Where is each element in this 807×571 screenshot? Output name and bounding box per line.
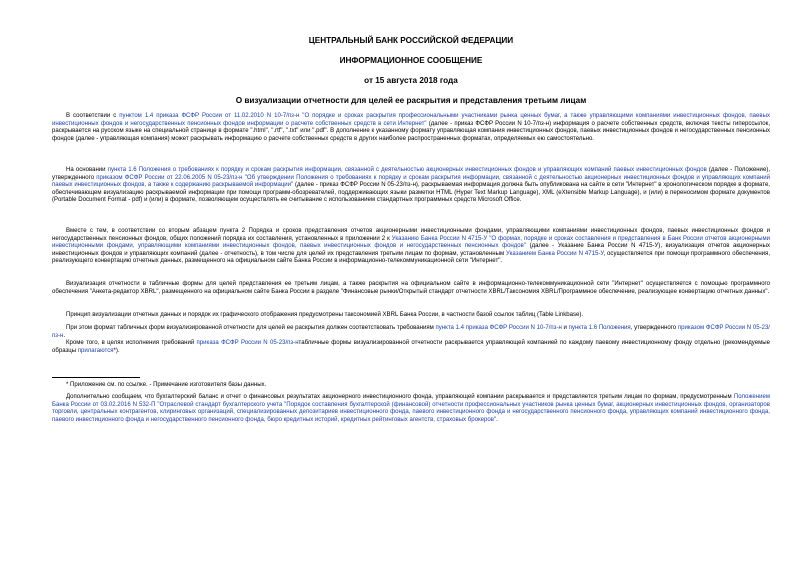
paragraph-text: (далее - Указание Банка России N 4715-У), визуализация отчетов акционерных инвестиционных фондов и управляющих компаний (далее - отчетность), в том числе для целей их представления третьим лицам по формам, установленным xyxy=(52,243,770,257)
paragraph-text: Принцип визуализации отчетных данных и порядок их графического отображения предусмотрены таксономией XBRL Банка России, в частности базой ссылок таблиц (Table Linkbase). xyxy=(66,312,584,318)
paragraph-text: табличные формы визуализированной отчетности раскрывается управляющей компанией по каждому паевому инвестиционному фонду отдельно (рекомендуемые образцы xyxy=(52,340,770,354)
document-link[interactable]: пунктом 1.4 приказа ФСФР России от 11.02.2010 N 10-7/пз-н "О порядке и сроках раскрытия профессиональными участниками рынка ценных бумаг, а также управляющими компаниями инвестиционных фондов, паевых инвестиционных фондов и негосударственных пенсионных фондов информации о расчете собственных средств в сети Интернет" xyxy=(52,113,770,127)
paragraph-text: , утвержденного xyxy=(630,325,678,331)
paragraph-text: (далее - Положение), утвержденного xyxy=(52,167,770,181)
paragraph-text: Дополнительно сообщаем, что бухгалтерский баланс и отчет о финансовых результатах акционерного инвестиционного фонда, управляющей компании раскрывается и представляется третьим лицам по формам, предусмотренным xyxy=(66,394,734,400)
footnote-divider xyxy=(52,377,140,378)
doc-date: от 15 августа 2018 года xyxy=(364,76,458,85)
paragraph-text: (далее - приказ ФСФР России N 10-7/пз-н) информация о расчете собственных средств, включая тексты гиперссылок, раскрывается на русском языке на специальной странице в формате ".html", ".rtf", ".txt" или ".pdf". В дополнение к указанному формату управляющая компания инвестиционных фондов, паевых инвестиционных фондов и негосударственных пенсионных фондов (далее - управляющая компания) может раскрывать информацию о расчете собственных средств в других наиболее распространенных форматах, определяемых ею самостоятельно. xyxy=(52,120,770,142)
paragraph xyxy=(52,281,770,296)
paragraph xyxy=(52,113,770,143)
document-link[interactable]: приказом ФСФР России от 22.06.2005 N 05-23/пз-н "Об утверждении Положения о требованиях к порядку и срокам раскрытия информации, связанной с деятельностью акционерных инвестиционных фондов и управляющих компаний паевых инвестиционных фондов, а также к содержанию раскрываемой информации" xyxy=(52,174,770,189)
document-link[interactable]: приказа ФСФР России N 05-23/пз-н xyxy=(196,340,299,346)
paragraph-text: . xyxy=(63,332,66,339)
document-link[interactable]: Указанию Банка России N 4715-У "О формах, порядке и сроках составления и представления в Банк России отчетов акционерными инвестиционными фондами, управляющими компаниями инвестиционных фондов, паевых инвестиционных фондов и негосударственных пенсионных фондов" xyxy=(52,235,770,250)
paragraph xyxy=(52,167,770,205)
paragraph-text: Кроме того, в целях исполнения требований xyxy=(66,340,197,346)
document-link[interactable]: приказом ФСФР России N 05-23/пз-н xyxy=(52,325,770,339)
paragraph-text: Вместе с тем, в соответствии со вторым абзацем пункта 2 Порядка и сроков представления отчетов акционерными инвестиционными фондами, управляющими компаниями инвестиционных фондов, паевых инвестиционных фондов и негосударственных пенсионных фондов, общих положений порядка их составления, установленных в приложении 2 к xyxy=(52,228,770,242)
paragraph xyxy=(52,325,770,340)
footnote xyxy=(52,394,770,424)
document-link[interactable]: Положением Банка России от 03.02.2016 N 532-П "Отраслевой стандарт бухгалтерского учета "Порядок составления бухгалтерской (финансовой) отчетности профессиональных участников рынка ценных бумаг, акционерных инвестиционных фондов, организаторов торговли, центральных контрагентов, клиринговых организаций, специализированных депозитариев инвестиционного фонда, паевого инвестиционного фонда и негосударственного пенсионного фонда, управляющих компаний инвестиционного фонда, паевого инвестиционного фонда и негосударственного пенсионного фонда, бюро кредитных историй, кредитных рейтинговых агентств, страховых брокеров" xyxy=(52,394,770,423)
paragraph-text: (далее - приказ ФСФР России N 05-23/пз-н), раскрываемая информация должна быть опубликована на сайте в сети "Интернет" в хронологическом порядке в формате, обеспечивающем визуализацию раскрываемой информации при помощи программ-обозревателей, поддерживающих языки разметки HTML (Hyper Text Markup Language), XML (eXtensible Markup Language), и (или) в переносимом формате документов (Portable Document Format - pdf) и (или) в формате, позволяющем осуществлять ее считывание с использованием стандартных программных средств Microsoft Office. xyxy=(52,182,770,204)
paragraph-text: В соответствии с xyxy=(66,113,120,119)
paragraph-text: , осуществляется при помощи программного обеспечения, реализующего конвертацию отчетных данных, размещенного на официальном сайте Банка России в информационно-телекоммуникационной сети "Интернет". xyxy=(52,250,770,265)
document-link[interactable]: пункта 1.4 приказа ФСФР России N 10-7/пз-н xyxy=(435,325,562,331)
paragraph-text: и xyxy=(561,325,569,331)
document-link[interactable]: пункта 1.6 Положения xyxy=(568,325,631,331)
document-link[interactable]: пункта 1.6 Положения о требованиях к порядку и срокам раскрытия информации, связанной с деятельностью акционерных инвестиционных фондов и управляющих компаний паевых инвестиционных фондов xyxy=(107,167,707,173)
document-link[interactable]: прилагаются xyxy=(77,347,114,354)
document-link[interactable]: Указанием Банка России N 4715-У xyxy=(506,250,604,257)
paragraph-text: Визуализация отчетности в табличные формы для целей представления ее третьим лицам, а также раскрытия на официальном сайте в информационно-телекоммуникационной сети "Интернет" осуществляется с помощью программного обеспечения "Анкета-редактор XBRL", размещенного на официальном сайте Банка России в разделе "Финансовые рынки/Открытый стандарт отчетности XBRL/Таксономия XBRL/Программное обеспечение, реализующее конвертацию отчетных данных". xyxy=(52,281,770,295)
paragraph xyxy=(52,312,770,320)
paragraph-text: При этом формат табличных форм визуализированной отчетности для целей ее раскрытия должен соответствовать требованиям xyxy=(66,325,436,331)
paragraph xyxy=(52,340,770,355)
org-name: ЦЕНТРАЛЬНЫЙ БАНК РОССИЙСКОЙ ФЕДЕРАЦИИ xyxy=(308,36,514,45)
paragraph-text: *). xyxy=(113,347,120,354)
paragraph-text: * Приложение см. по ссылке. - Примечание изготовителя базы данных. xyxy=(66,382,267,388)
paragraph-text: На основании xyxy=(66,167,108,173)
footnote xyxy=(52,382,770,390)
paragraph-text: . xyxy=(496,416,498,423)
doc-type: ИНФОРМАЦИОННОЕ СООБЩЕНИЕ xyxy=(339,56,483,65)
paragraph xyxy=(52,228,770,266)
doc-title: О визуализации отчетности для целей ее раскрытия и представления третьим лицам xyxy=(235,96,587,105)
